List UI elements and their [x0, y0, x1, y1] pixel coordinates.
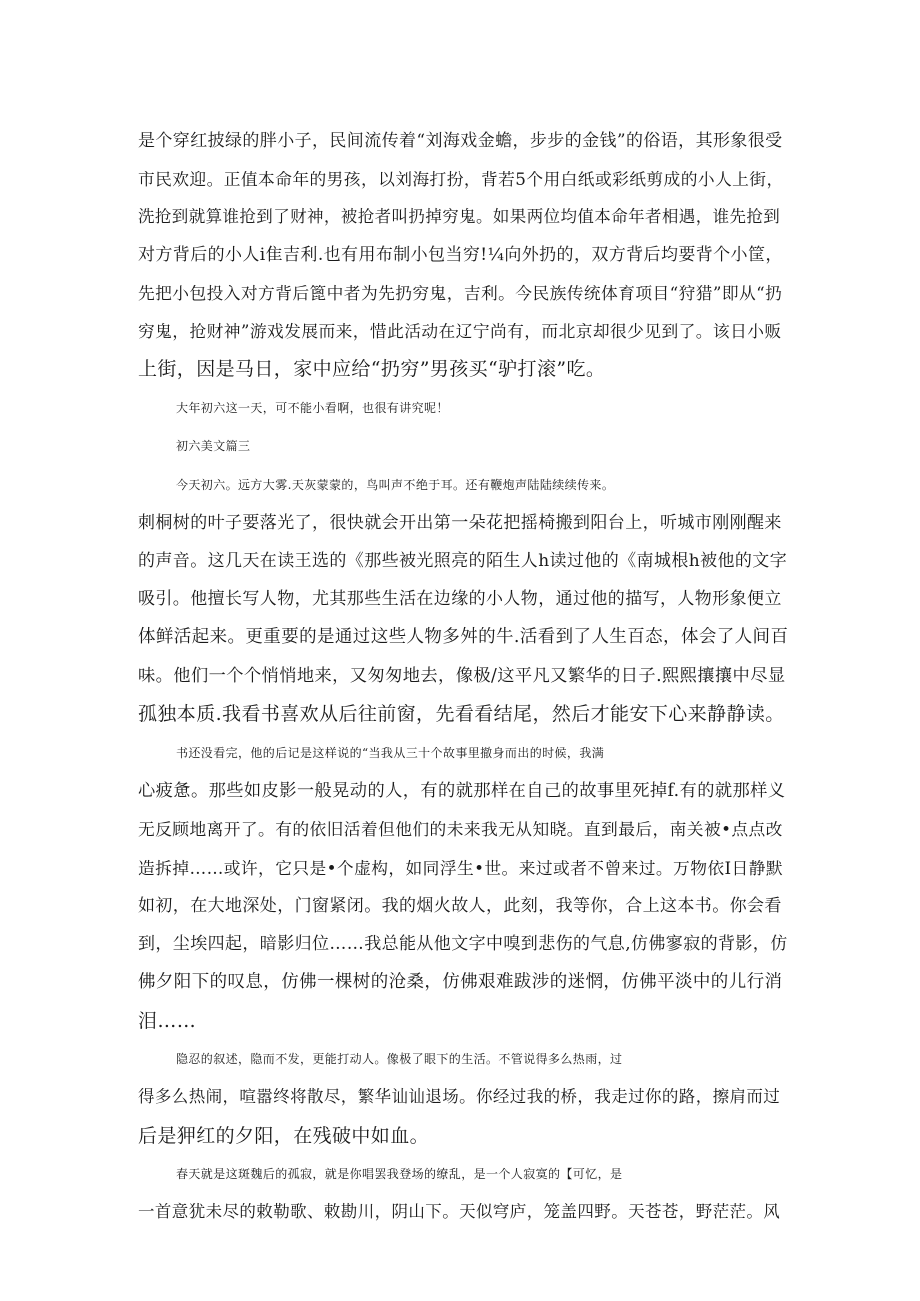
text-line: 如初，在大地深处，门窗紧闭。我的烟火故人，此刻，我等你，合上这本书。你会看	[138, 896, 782, 916]
text-line: 上街，因是马日，家中应给“扔穷”男孩买“驴打滚”吃。	[138, 358, 606, 380]
text-line: 到，尘埃四起，暗影归位……我总能从他文字中嗅到悲伤的气息,仿佛寥寂的背影，仿	[138, 934, 788, 954]
text-line: 味。他们一个个悄悄地来，又匆匆地去，像极/这平凡又繁华的日子.熙熙攘攘中尽显	[138, 666, 786, 686]
text-line: 体鲜活起来。更重要的是通过这些人物多舛的牛.活看到了人生百态，体会了人间百	[138, 627, 789, 647]
text-line: 一首意犹未尽的敕勒歌、敕勘川，阴山下。天似穹庐，笼盖四野。天苍苍，野茫茫。风	[138, 1202, 781, 1221]
section-heading: 初六美文篇三	[176, 439, 251, 453]
text-line: 得多么热闹，喧嚣终将散尽，繁华讪讪退场。你经过我的桥，我走过你的路，擦肩而过	[138, 1087, 781, 1106]
text-line: 泪……	[138, 1010, 197, 1032]
paragraph-line: 大年初六这一天，可不能小看啊，也很有讲究呢！	[176, 401, 449, 415]
text-line: 心疲惫。那些如皮影一般晃动的人，有的就那样在自己的故事里死掉f.有的就那样义	[138, 781, 786, 801]
text-line: 无反顾地离开了。有的依旧活着但他们的未来我无从知晓。直到最后，南关被•点点改	[138, 819, 783, 839]
text-line: 刺桐树的叶子要落光了，很快就会开出第一朵花把摇椅搬到阳台上，听城市刚刚醒来	[138, 513, 782, 533]
paragraph-line: 春天就是这斑魏后的孤寂，就是你唱罢我登场的缭乱，是一个人寂寞的【可忆，是	[176, 1167, 623, 1181]
text-line: 的声音。这几天在读王选的《那些被光照亮的陌生人h读过他的《南城根h被他的文字	[138, 551, 788, 571]
text-line: 是个穿红披绿的胖小子，民间流传着“刘海戏金蟾，步步的金钱”的俗语，其形象很受	[138, 131, 783, 151]
text-line: 穷鬼，抢财神”游戏发展而来，惜此活动在辽宁尚有，而北京却很少见到了。该日小贩	[138, 321, 782, 341]
text-line: 洗抢到就算谁抢到了财神，被抢者叫扔掉穷鬼。如果两位均值本命年者相遇，谁先抢到	[138, 207, 781, 226]
text-line: 造拆掉……或许，它只是•个虚构，如同浮生•世。来过或者不曾来过。万物依I日静默	[138, 858, 783, 878]
paragraph-line: 隐忍的叙述，隐而不发，更能打动人。像极了眼下的生活。不管说得多么热雨，过	[176, 1052, 623, 1066]
text-line: 对方背后的小人i隹吉利.也有用布制小包当穷!¼向外扔的，双方背后均要背个小筐，	[138, 245, 783, 265]
text-line: 市民欢迎。正值本命年的男孩，以刘海打扮，背若5个用白纸或彩纸剪成的小人上街，	[138, 169, 784, 189]
text-line: 佛夕阳下的叹息，仿佛一棵树的沧桑，仿佛艰难跋涉的迷惘，仿佛平淡中的儿行消	[138, 972, 783, 992]
text-line: 后是狎红的夕阳，在残破中如血。	[138, 1125, 430, 1147]
text-line: 吸引。他擅长写人物，尤其那些生活在边缘的小人物，通过他的描写，人物形象便立	[138, 589, 782, 609]
text-line: 先把小包投入对方背后篦中者为先扔穷鬼，吉利。今民族传统体育项目“狩猎”即从“扔	[138, 283, 783, 303]
paragraph-line: 今天初六。远方大雾.天灰蒙蒙的，鸟叫声不绝于耳。还有鞭炮声陆陆续续传来。	[176, 478, 615, 492]
text-line: 孤独本质.我看书喜欢从后往前窗，先看看结尾，然后才能安下心来静静读。	[138, 703, 785, 725]
paragraph-line: 书还没看完，他的后记是这样说的“当我从三十个故事里撤身而出的时候，我满	[176, 746, 605, 760]
